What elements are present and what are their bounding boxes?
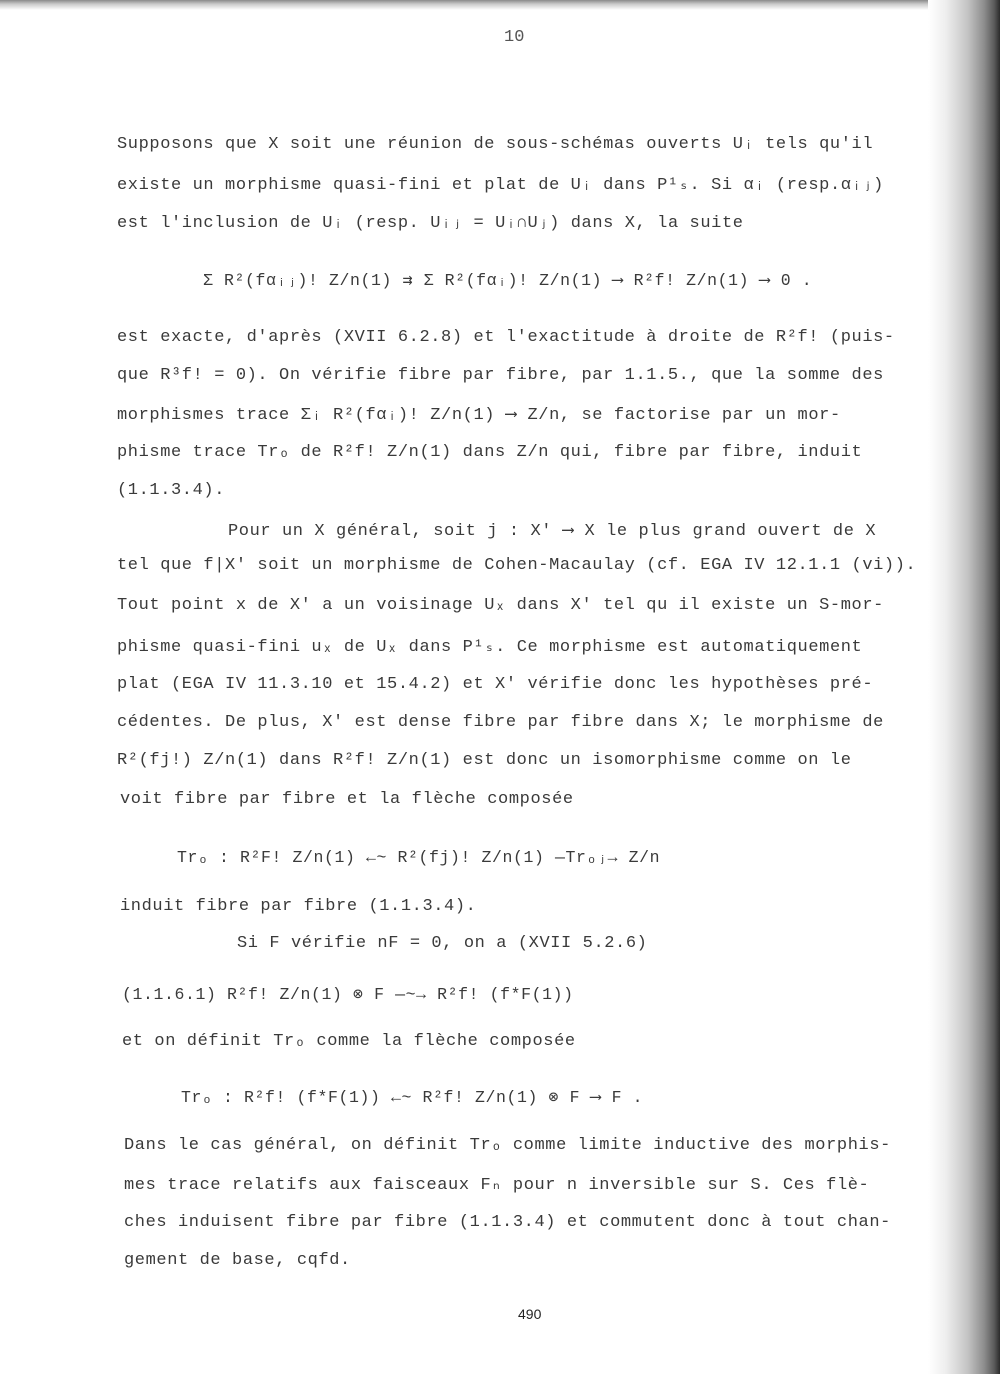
- text-line-2: existe un morphisme quasi-fini et plat de Uᵢ dans P¹ₛ. Si αᵢ (resp.αᵢⱼ): [117, 176, 884, 195]
- folio-number: 490: [518, 1306, 542, 1322]
- text-line-7: morphismes trace Σᵢ R²(fαᵢ)! Z/n(1) ⟶ Z/n, se factorise par un mor-: [117, 406, 841, 425]
- formula-trace-composite: Trₒ : R²F! Z/n(1) ←~ R²(fj)! Z/n(1) —Trₒⱼ→ Z/n: [177, 848, 661, 867]
- text-line-3: est l'inclusion de Uᵢ (resp. Uᵢⱼ = Uᵢ∩Uⱼ) dans X, la suite: [117, 214, 744, 233]
- text-line-11: tel que f|X' soit un morphisme de Cohen-Macaulay (cf. EGA IV 12.1.1 (vi)).: [117, 556, 917, 575]
- text-line-25: mes trace relatifs aux faisceaux Fₙ pour n inversible sur S. Ces flè-: [124, 1176, 870, 1195]
- formula-exact-sequence: Σ R²(fαᵢⱼ)! Z/n(1) ⇉ Σ R²(fαᵢ)! Z/n(1) ⟶ R²f! Z/n(1) ⟶ 0 .: [203, 271, 813, 290]
- text-line-24: Dans le cas général, on définit Trₒ comme limite inductive des morphis-: [124, 1136, 891, 1155]
- text-line-19: induit fibre par fibre (1.1.3.4).: [120, 897, 477, 916]
- page-number: 10: [504, 28, 525, 47]
- text-line-5: est exacte, d'après (XVII 6.2.8) et l'exactitude à droite de R²f! (puis-: [117, 328, 895, 347]
- text-line-6: que R³f! = 0). On vérifie fibre par fibre, par 1.1.5., que la somme des: [117, 366, 884, 385]
- page-top-edge: [0, 0, 1000, 10]
- text-line-27: gement de base, cqfd.: [124, 1251, 351, 1270]
- text-line-17: voit fibre par fibre et la flèche composée: [120, 790, 574, 809]
- formula-1-1-6-1: (1.1.6.1) R²f! Z/n(1) ⊗ F —~→ R²f! (f*F(1)): [122, 985, 574, 1004]
- text-line-9: (1.1.3.4).: [117, 481, 226, 500]
- text-line-10: Pour un X général, soit j : X' ⟶ X le plus grand ouvert de X: [228, 522, 877, 541]
- text-line-26: ches induisent fibre par fibre (1.1.3.4) et commutent donc à tout chan-: [124, 1213, 891, 1232]
- text-line-1: Supposons que X soit une réunion de sous-schémas ouverts Uᵢ tels qu'il: [117, 135, 874, 154]
- formula-trace-F: Trₒ : R²f! (f*F(1)) ←~ R²f! Z/n(1) ⊗ F ⟶ F .: [181, 1088, 644, 1107]
- text-line-14: plat (EGA IV 11.3.10 et 15.4.2) et X' vérifie donc les hypothèses pré-: [117, 675, 874, 694]
- text-line-15: cédentes. De plus, X' est dense fibre par fibre dans X; le morphisme de: [117, 713, 884, 732]
- text-line-20: Si F vérifie nF = 0, on a (XVII 5.2.6): [237, 934, 648, 953]
- text-line-8: phisme trace Trₒ de R²f! Z/n(1) dans Z/n qui, fibre par fibre, induit: [117, 443, 863, 462]
- text-line-16: R²(fj!) Z/n(1) dans R²f! Z/n(1) est donc un isomorphisme comme on le: [117, 751, 852, 770]
- text-line-12: Tout point x de X' a un voisinage Uₓ dans X' tel qu il existe un S-mor-: [117, 596, 884, 615]
- page-binding-shadow: [928, 0, 1000, 1374]
- text-line-22: et on définit Trₒ comme la flèche composée: [122, 1032, 576, 1051]
- text-line-13: phisme quasi-fini uₓ de Uₓ dans P¹ₛ. Ce morphisme est automatiquement: [117, 638, 863, 657]
